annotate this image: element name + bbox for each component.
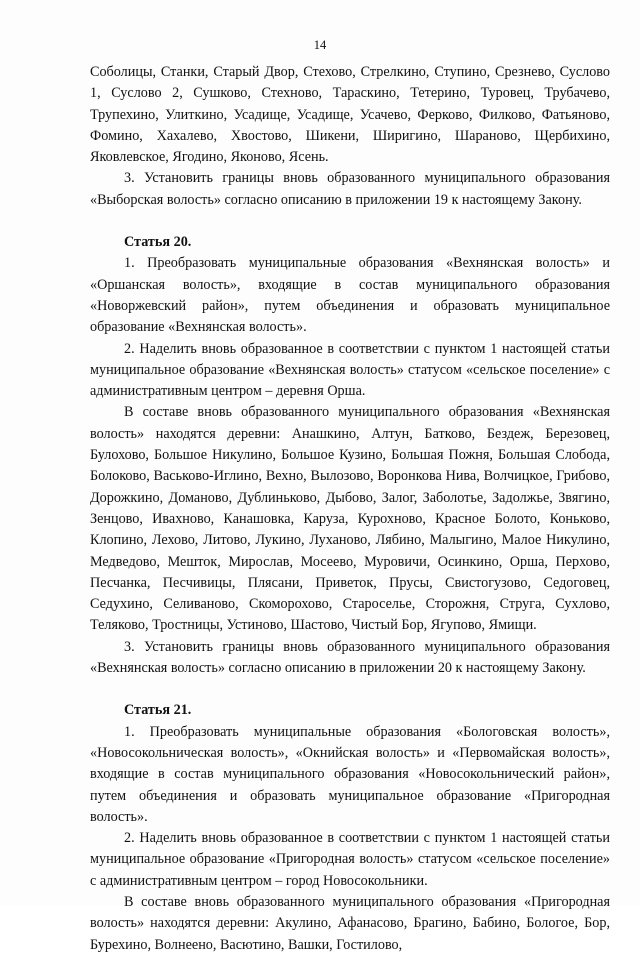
article-20-villages: В составе вновь образованного муниципального образования «Вехнянская волость» находятся деревни: Анашкино, Алтун, Батково, Бездеж, Березовец, Булохово, Большое Никулино, Большое Кузино, Большая Пожня, Большая Слобода, Болоково, Васьково-Иглино, Вехно, Вылозово, Воронкова Нива, Волчицкое, Грибово, Дорожкино, Доманово, Дублиньково, Дыбово, Залог, Заболотье, Задолжье, Звягино, Зенцово, Ивахново, Канашовка, Каруза, Курохново, Красное Болото, Коньково, Клопино, Лехово, Литово, Лукино, Луханово, Лябино, Малыгино, Малое Никулино, Медведово, Мешток, Мирослав, Мосеево, Муровичи, Осинкино, Орша, Перхово, Песчанка, Песчивицы, Плясани, Приветок, Прусы, Свистогузово, Седоговец, Седухино, Селиваново, Скоморохово, Староселье, Сторожня, Струга, Сухлово, Теляково, Тростницы, Устиново, Шастово, Чистый Бор, Ягупово, Ямищи. [90,404,610,634]
article-20-point-1: 1. Преобразовать муниципальные образования «Вехнянская волость» и «Оршанская волость», входящие в состав муниципального образования «Новоржевский район», путем объединения и образовать муниципальное образование «Вехнянская волость». [90,255,610,336]
article-20-point-2: 2. Наделить вновь образованное в соответствии с пунктом 1 настоящей статьи муниципальное образование «Вехнянская волость» статусом «сельское поселение» с административным центром – деревня Орша. [90,340,610,400]
article-21-title: Статья 21. [124,702,192,719]
paragraph-villages-continued: Соболицы, Станки, Старый Двор, Стехово, Стрелкино, Ступино, Срезнево, Суслово 1, Суслово 2, Сушково, Стехново, Тараскино, Тетерино, Туровец, Трубачево, Трупехино, Улиткино, Усадище, Усадище, Усачево, Ферково, Филково, Фатьяново, Фомино, Хахалево, Хвостово, Шикени, Ширигино, Шараново, Щербихино, Яковлевское, Ягодино, Яконово, Ясень. [90,64,610,166]
paragraph-boundaries-19: 3. Установить границы вновь образованного муниципального образования «Выборская волость» согласно описанию в приложении 19 к настоящему Закону. [90,170,610,208]
article-20-point-3: 3. Установить границы вновь образованного муниципального образования «Вехнянская волость» согласно описанию в приложении 20 к настоящему Закону. [90,638,610,677]
page-number: 14 [313,38,327,52]
article-21-point-2: 2. Наделить вновь образованное в соответствии с пунктом 1 настоящей статьи муниципальное образование «Пригородная волость» статусом «сельское поселение» с административным центром – город Новосокольники. [90,830,610,889]
document-body [90,62,610,956]
article-21-point-1: 1. Преобразовать муниципальные образования «Бологовская волость», «Новосокольническая волость», «Окнийская волость» и «Первомайская волость», входящие в состав муниципального образования «Новосокольнический район», путем объединения и образовать муниципальное образование «Пригородная волость». [90,723,610,825]
article-20-title: Статья 20. [124,234,192,251]
article-21-villages: В составе вновь образованного муниципального образования «Пригородная волость» находятся деревни: Акулино, Афанасово, Брагино, Бабино, Бологое, Бор, Бурехино, Волнеено, Васютино, Вашки, Гостилово, [90,893,610,953]
